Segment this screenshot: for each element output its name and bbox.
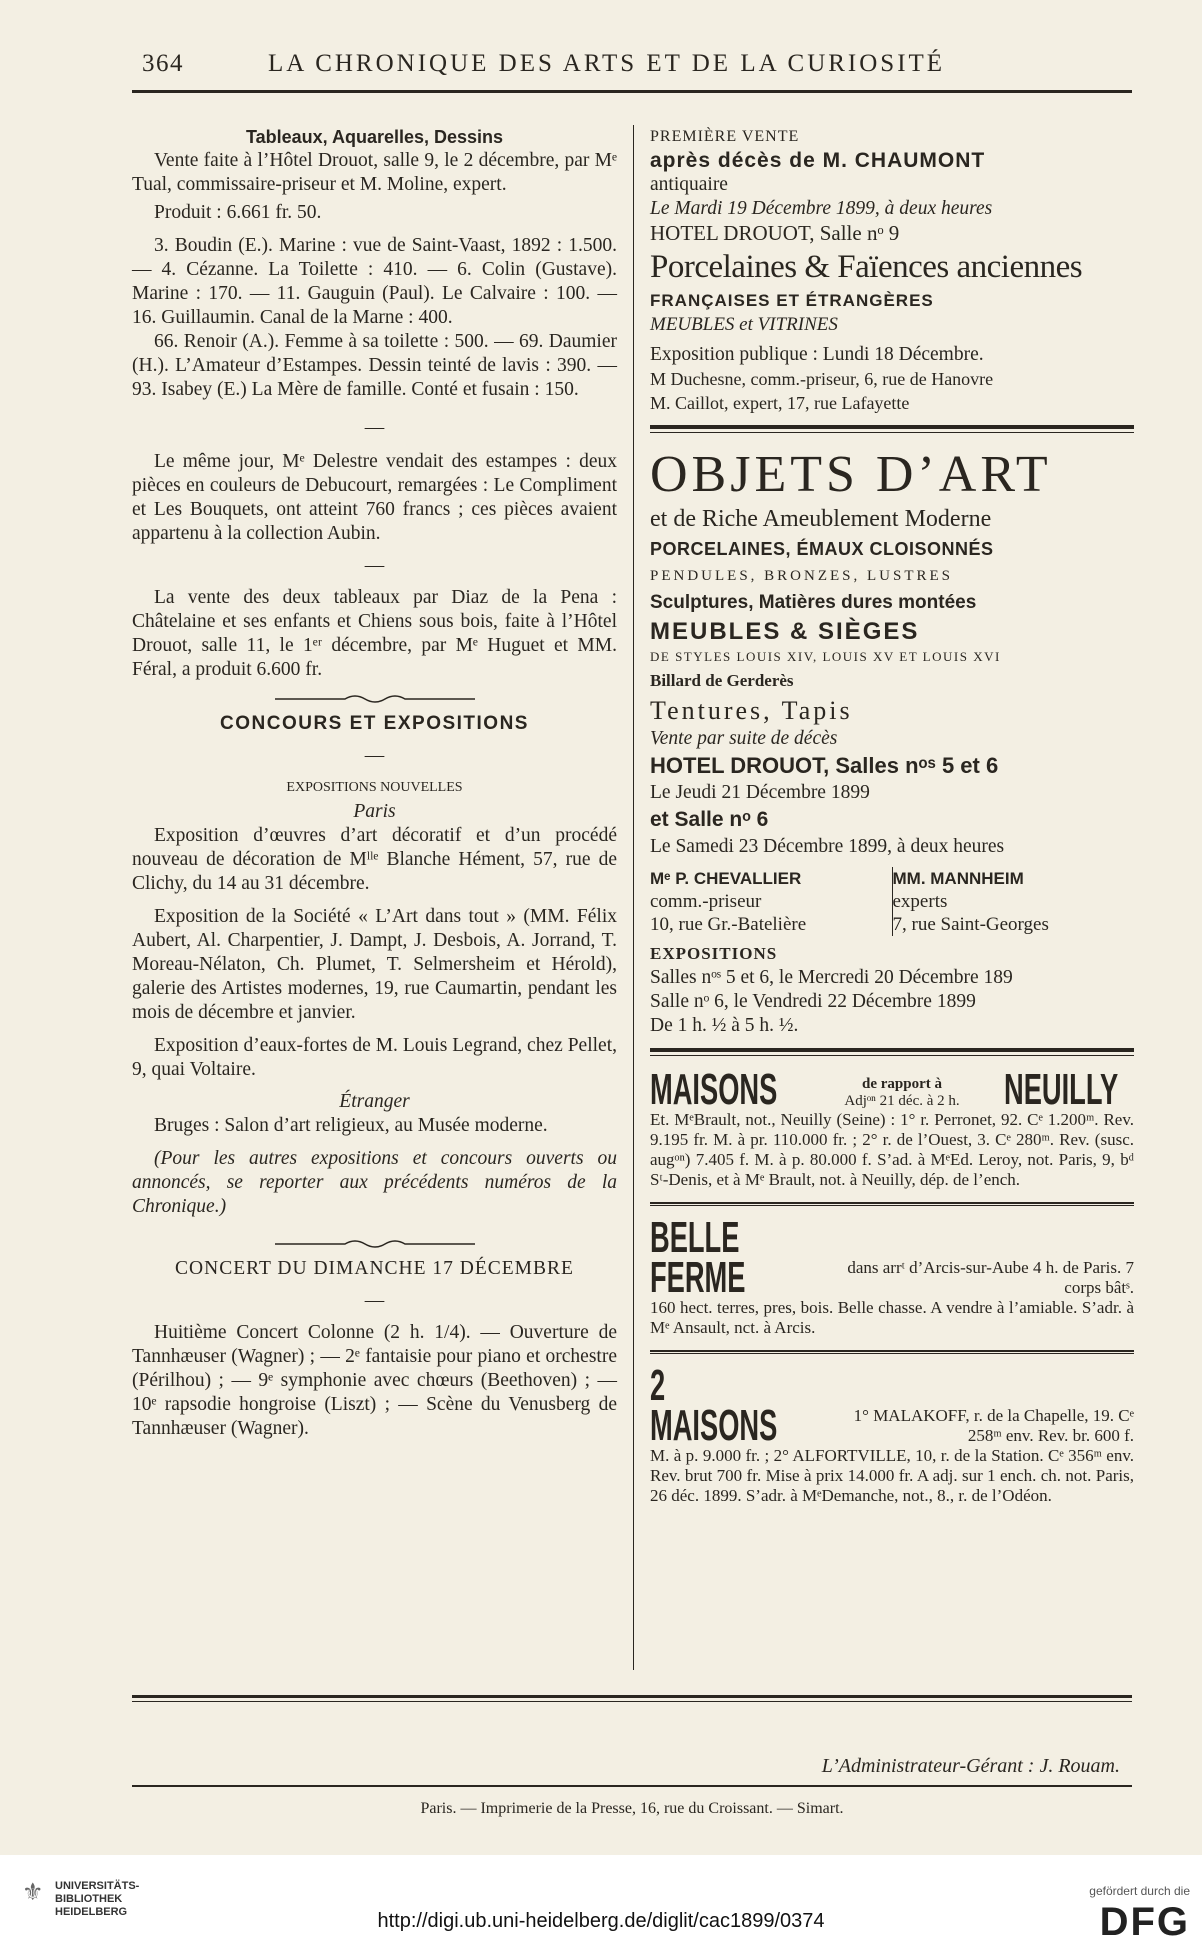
ad-line: Le Samedi 23 Décembre 1899, à deux heures: [650, 836, 1005, 857]
ad-line: MM. MANNHEIM: [892, 869, 1024, 888]
footer-rule: [132, 1695, 1132, 1698]
ad-line: PORCELAINES, ÉMAUX CLOISONNÉS: [650, 539, 994, 559]
delestre-paragraph: Le même jour, Mᵉ Delestre vendait des estampes : deux pièces en couleurs de Debucourt, remargées : Le Compliment et Les Bouquets, ont atteint 760 francs ; ces pièces avaient appartenu à la collection Aubin.: [132, 451, 617, 544]
ad-headline: NEUILLY: [1004, 1065, 1119, 1114]
concert-heading: CONCERT DU DIMANCHE 17 DÉCEMBRE: [175, 1258, 574, 1279]
administrator-signature: L’Administrateur-Gérant : J. Rouam.: [821, 1755, 1120, 1777]
ad-line: et de Riche Ameublement Moderne: [650, 506, 992, 532]
concours-heading: CONCOURS ET EXPOSITIONS: [220, 713, 529, 734]
ad-line: Tentures, Tapis: [650, 696, 853, 725]
ad-line: Salle nᵒ 6, le Vendredi 22 Décembre 1899: [650, 991, 976, 1012]
ad-line: MEUBLES et VITRINES: [650, 314, 838, 335]
etranger-heading: Étranger: [339, 1091, 410, 1112]
flourish-ornament: [132, 688, 617, 702]
auctioneer-expert-block: [650, 867, 1134, 936]
objets-advertisement: [650, 447, 1134, 1038]
page-number: 364: [142, 50, 184, 77]
funding-note: gefördert durch die: [1089, 1884, 1190, 1898]
column-rule: [633, 125, 634, 1670]
diaz-paragraph: La vente des deux tableaux par Diaz de la Pena : Châtelaine et ses enfants et Chiens sous bois, faite à l’Hôtel Drouot, salle 11, le 1ᵉʳ décembre, par Mᵉ Huguet et MM. Féral, a produit 6.600 fr.: [132, 587, 617, 680]
ad-line: Exposition publique : Lundi 18 Décembre.: [650, 344, 984, 365]
ad-line: De 1 h. ½ à 5 h. ½.: [650, 1015, 799, 1036]
right-column: [650, 125, 1134, 1506]
ad-line: Adjᵒⁿ 21 déc. à 2 h.: [844, 1093, 960, 1109]
ad-line: EXPOSITIONS: [650, 944, 778, 963]
ad-line: antiquaire: [650, 174, 728, 195]
ad-line: Vente par suite de décès: [650, 728, 838, 749]
ad-line: M. Caillot, expert, 17, rue Lafayette: [650, 393, 910, 413]
ad-line: comm.-priseur: [650, 891, 762, 912]
ad-headline: MAISONS: [650, 1065, 778, 1114]
bruges-entry: Bruges : Salon d’art religieux, au Musée moderne.: [154, 1115, 548, 1136]
paris-heading: Paris: [353, 801, 396, 822]
chaumont-advertisement: [650, 125, 1134, 415]
note-paragraph: (Pour les autres expositions et concours ouverts ou annoncés, se reporter aux précédents numéros de la Chronique.): [132, 1148, 617, 1217]
dfg-logo: DFG: [1099, 1900, 1190, 1944]
ad-headline: OBJETS D’ART: [650, 446, 1052, 503]
ad-headline: 2 MAISONS: [650, 1361, 778, 1450]
ad-divider: [650, 1350, 1134, 1354]
header-rule: [132, 90, 1132, 93]
ad-line: de rapport à: [862, 1076, 942, 1092]
running-header: [140, 50, 1140, 82]
journal-title: LA CHRONIQUE DES ARTS ET DE LA CURIOSITÉ: [268, 50, 946, 77]
ad-line: Sculptures, Matières dures montées: [650, 592, 977, 613]
ad-line: MEUBLES & SIÈGES: [650, 618, 920, 645]
expo-3: Exposition d’eaux-fortes de M. Louis Legrand, chez Pellet, 9, quai Voltaire.: [132, 1035, 617, 1080]
ad-line: Salles nᵒˢ 5 et 6, le Mercredi 20 Décembre 189: [650, 967, 1013, 988]
maisons-advertisement: [650, 1361, 1134, 1506]
sale-list-1: 3. Boudin (E.). Marine : vue de Saint-Vaast, 1892 : 1.500. — 4. Cézanne. La Toilette : 410. — 6. Colin (Gustave). Marine : 170. — 11. Gauguin (Paul). Le Calvaire : 100. — 16. Guillaumin. Canal de la Marne : 400.: [132, 235, 617, 328]
ad-line: HOTEL DROUOT, Salles nᵒˢ 5 et 6: [650, 753, 999, 778]
separator-dash: —: [364, 1290, 385, 1311]
ad-headline: Porcelaines & Faïences anciennes: [650, 249, 1083, 285]
ad-headline: BELLE FERME: [650, 1213, 746, 1302]
sale-total: Produit : 6.661 fr. 50.: [154, 202, 322, 223]
ad-divider: [650, 1202, 1134, 1206]
library-line: BIBLIOTHEK: [55, 1893, 123, 1905]
ad-line: Le Mardi 19 Décembre 1899, à deux heures: [650, 198, 993, 219]
neuilly-advertisement: [650, 1065, 1134, 1190]
ad-line: Le Jeudi 21 Décembre 1899: [650, 782, 870, 803]
ad-line: et Salle nᵒ 6: [650, 808, 769, 831]
ad-line: experts: [892, 891, 948, 912]
ad-body: M. à p. 9.000 fr. ; 2° ALFORTVILLE, 10, r. de la Station. Cᵉ 356ᵐ env. Rev. brut 700 fr. Mise à prix 14.000 fr. A adj. sur 1 ench. ch. not. Paris, 26 déc. 1899. S’adr. à MᵉDemanche, not., 8., r. de l’Odéon.: [650, 1446, 1134, 1505]
separator-dash: —: [364, 417, 385, 438]
expos-subheading: EXPOSITIONS NOUVELLES: [286, 780, 463, 795]
sale-list-2: 66. Renoir (A.). Femme à sa toilette : 500. — 69. Daumier (H.). L’Amateur d’Estampes. Dessin teinté de lavis : 390. — 93. Isabey (E.) La Mère de famille. Conté et fusain : 150.: [132, 331, 617, 400]
expo-1: Exposition d’œuvres d’art décoratif et d’un procédé nouveau de décoration de Mˡˡᵉ Blanche Hément, 57, rue de Clichy, du 14 au 31 décembre.: [132, 825, 617, 894]
printer-imprint: Paris. — Imprimerie de la Presse, 16, rue du Croissant. — Simart.: [420, 1800, 844, 1817]
ad-line: HOTEL DROUOT, Salle nᵒ 9: [650, 221, 900, 245]
concert-text: Huitième Concert Colonne (2 h. 1/4). — Ouverture de Tannhæuser (Wagner) ; — 2ᵉ fantaisie pour piano et orchestre (Périlhou) ; — 9ᵉ symphonie avec chœurs (Beethoven) ; — 10ᵉ rapsodie hongroise (Liszt) ; — Scène du Venusberg de Tannhæuser (Wagner).: [132, 1322, 617, 1439]
permalink-url[interactable]: http://digi.ub.uni-heidelberg.de/diglit/cac1899/0374: [377, 1910, 825, 1932]
ad-line: DE STYLES LOUIS XIV, LOUIS XV ET LOUIS XVI: [650, 649, 1001, 664]
separator-dash: —: [364, 555, 385, 576]
sale-heading: Tableaux, Aquarelles, Dessins: [245, 127, 504, 147]
expo-2: Exposition de la Société « L’Art dans tout » (MM. Félix Aubert, Al. Charpentier, J. Dampt, J. Desbois, A. Jorrand, T. Moreau-Nélaton, Ch. Plumet, T. Selmersheim et Hérold), galerie des Artistes modernes, 19, rue Caumartin, pendant les mois de décembre et janvier.: [132, 906, 617, 1023]
ad-body: 160 hect. terres, pres, bois. Belle chasse. A vendre à l’amiable. S’adr. à Mᵉ Ansault, nct. à Arcis.: [650, 1298, 1134, 1337]
ad-line: PREMIÈRE VENTE: [650, 128, 800, 145]
ad-divider: [650, 1048, 1134, 1056]
ad-divider: [650, 425, 1134, 433]
flourish-ornament: [132, 1233, 617, 1247]
ad-line: 1° MALAKOFF, r. de la Chapelle, 19. Cᵉ 258ᵐ env. Rev. br. 600 f.: [853, 1406, 1134, 1445]
ad-line: dans arrᵗ d’Arcis-sur-Aube 4 h. de Paris. 7 corps bâtˢ.: [847, 1258, 1134, 1297]
separator-dash: —: [364, 745, 385, 766]
library-line: HEIDELBERG: [55, 1906, 128, 1918]
ad-line: M Duchesne, comm.-priseur, 6, rue de Hanovre: [650, 369, 994, 389]
university-seal-icon: ⚜: [22, 1880, 44, 1906]
ad-body: Et. MᵉBrault, not., Neuilly (Seine) : 1° r. Perronet, 92. Cᵉ 1.200ᵐ. Rev. 9.195 fr. M. à pr. 110.000 fr. ; 2° r. de l’Ouest, 3. Cᵉ 280ᵐ. Rev. (susc. augᵒⁿ) 7.405 f. M. à p. 80.000 f. S’ad. à MᵉEd. Leroy, not. Paris, 9, bᵈ Sᵗ-Denis, et à Mᵉ Brault, not. à Neuilly, dép. de l’ench.: [650, 1110, 1134, 1189]
library-line: UNIVERSITÄTS-: [55, 1880, 140, 1892]
ad-line: 7, rue Saint-Georges: [892, 914, 1049, 935]
ad-line: FRANÇAISES ET ÉTRANGÈRES: [650, 291, 934, 310]
ad-line: Billard de Gerderès: [650, 671, 794, 690]
footer-rule: [132, 1701, 1132, 1702]
ad-line: Mᵉ P. CHEVALLIER: [650, 869, 802, 888]
viewer-footer: [0, 1855, 1202, 1954]
ad-line: PENDULES, BRONZES, LUSTRES: [650, 568, 954, 584]
ad-line: après décès de M. CHAUMONT: [650, 149, 986, 172]
sale-intro: Vente faite à l’Hôtel Drouot, salle 9, le 2 décembre, par Mᵉ Tual, commissaire-priseur et M. Moline, expert.: [132, 150, 617, 195]
left-column: [132, 125, 617, 1441]
ad-line: 10, rue Gr.-Batelière: [650, 914, 807, 935]
ferme-advertisement: [650, 1213, 1134, 1338]
footer-rule: [132, 1785, 1132, 1787]
